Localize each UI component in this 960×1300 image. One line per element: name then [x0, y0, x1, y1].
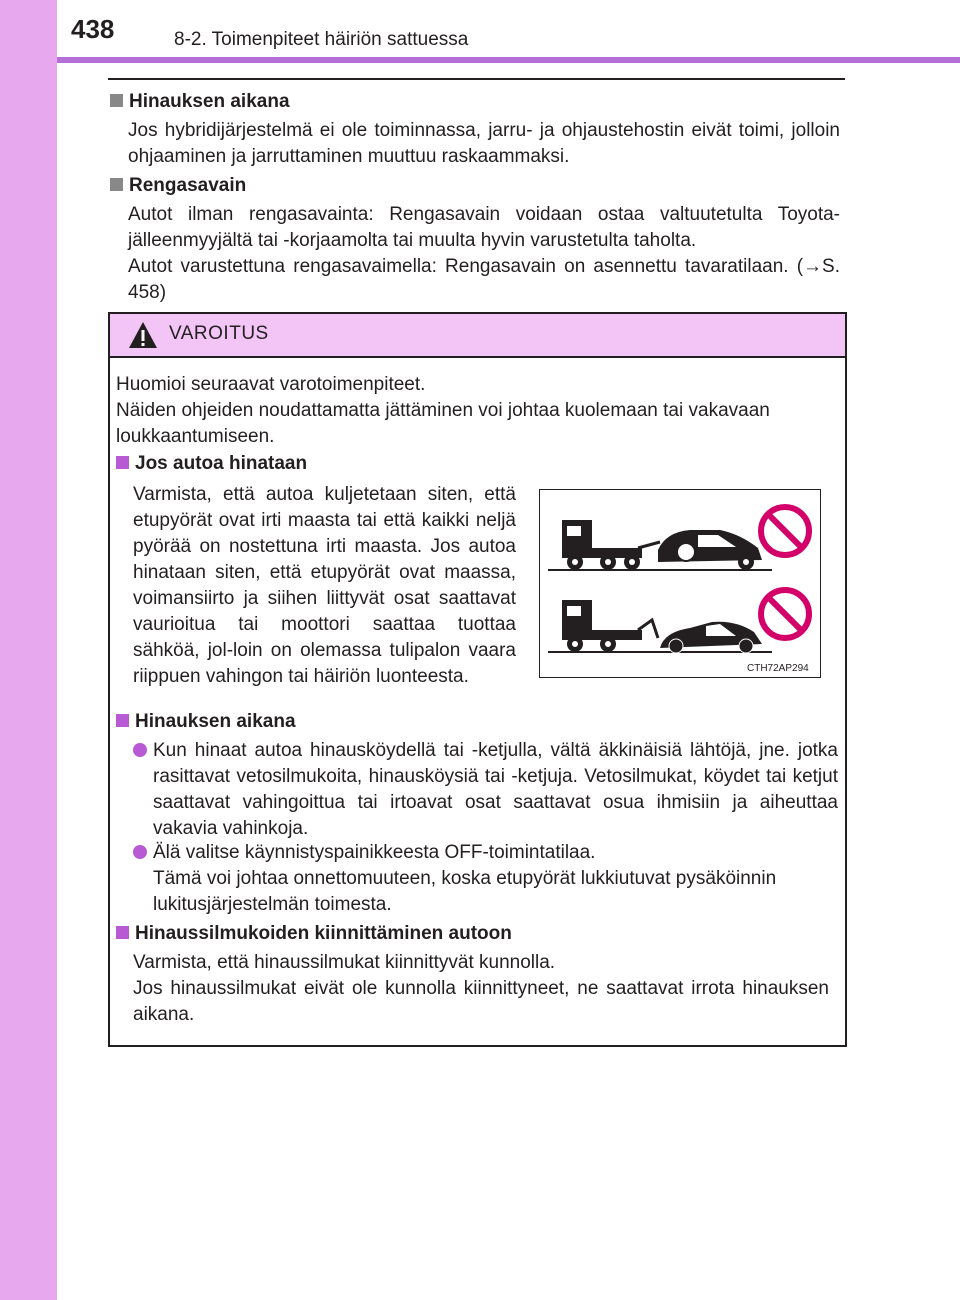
- wrench-paragraph: [128, 202, 840, 306]
- sub-heading-if-towed: [116, 452, 307, 476]
- paragraph-text: Älä valitse käynnistyspainikkeesta OFF-toimintatilaa.: [153, 842, 596, 863]
- heading-text: Jos autoa hinataan: [135, 453, 308, 474]
- section-title: 8-2. Toimenpiteet häiriön sattuessa: [174, 29, 469, 50]
- page-number: 438: [71, 14, 115, 44]
- tow-truck-diagram-icon: [540, 490, 820, 677]
- paragraph-text: Jos hybridijärjestelmä ei ole toiminnassa, jarru- ja ohjaustehostin eivät toimi, jolloin ohjaaminen ja jarruttaminen muuttuu raskaammaksi.: [128, 120, 840, 167]
- bullet-item-off-mode: [133, 840, 838, 918]
- round-bullet-icon: [133, 743, 147, 757]
- paragraph-text: Autot ilman rengasavainta: Rengasavain voidaan ostaa valtuutetulta Toyota-jälleenmyyjältä tai -korjaamolta tai muulta hyvin varustetulta taholta.: [128, 204, 840, 251]
- paragraph-text: Jos hinaussilmukat eivät ole kunnolla kiinnittyneet, ne saattavat irrota hinauksen aikana.: [133, 978, 829, 1025]
- header-rule: [57, 57, 960, 63]
- paragraph-text: Varmista, että hinaussilmukat kiinnittyvät kunnolla.: [133, 952, 556, 973]
- bullet-text-block: [153, 840, 838, 918]
- heading-text: Hinauksen aikana: [135, 711, 296, 732]
- paragraph-text: Huomioi seuraavat varotoimenpiteet.: [116, 374, 426, 395]
- bullet-item-sudden-starts: [133, 738, 838, 842]
- side-tab-strip: [0, 0, 57, 1300]
- attaching-eyelets-paragraph: [133, 950, 829, 1028]
- square-bullet-icon: [116, 714, 129, 727]
- towing-paragraph: [128, 118, 840, 170]
- if-towed-paragraph: [133, 482, 516, 690]
- illustration-code: CTH72AP294: [747, 663, 809, 674]
- paragraph-text: Autot varustettuna rengasavaimella: Rengasavain on asennettu tavaratilaan. (→S. 458): [128, 256, 840, 303]
- sub-heading-during-towing: [116, 710, 296, 734]
- paragraph-text: Tämä voi johtaa onnettomuuteen, koska etupyörät lukkiutuvat pysäköinnin lukitusjärjestelmän toimesta.: [153, 868, 777, 915]
- warning-title: VAROITUS: [169, 323, 269, 344]
- square-bullet-icon: [116, 456, 129, 469]
- square-bullet-icon: [110, 178, 123, 191]
- towing-illustration: [539, 489, 821, 678]
- section-heading-wrench: [110, 174, 246, 198]
- content-top-rule: [108, 78, 845, 80]
- warning-header: [110, 314, 845, 358]
- paragraph-text: Kun hinaat autoa hinausköydellä tai -ketjulla, vältä äkkinäisiä lähtöjä, jne. jotka rasittavat vetosilmukoita, hinausköysiä tai -ketjuja. Vetosilmukat, köydet tai ketjut saattavat vahingoittua tai irtoavat osat saattavat osua ihmisiin ja aiheuttaa vakavia vahinkoja.: [153, 740, 838, 839]
- section-heading-towing: [110, 90, 290, 114]
- heading-text: Hinaussilmukoiden kiinnittäminen autoon: [135, 923, 512, 944]
- warning-triangle-icon: [127, 320, 159, 350]
- heading-text: Hinauksen aikana: [129, 91, 290, 112]
- square-bullet-icon: [116, 926, 129, 939]
- sub-heading-attaching-eyelets: [116, 922, 512, 946]
- paragraph-text: Varmista, että autoa kuljetetaan siten, että etupyörät ovat irti maasta tai että kaikki neljä pyörää on nostettuna irti maasta. Jos autoa hinataan siten, että etupyörät ovat maassa, voimansiirto ja siihen liittyvät osat saattavat vaurioitua tai moottori saattaa tuottaa sähköä, jol-loin on olemassa tulipalon vaara riippuen vahingon tai häiriön luonteesta.: [133, 484, 516, 687]
- square-bullet-icon: [110, 94, 123, 107]
- bullet-text-block: [153, 738, 838, 842]
- heading-text: Rengasavain: [129, 175, 247, 196]
- warning-intro: [116, 372, 836, 450]
- paragraph-text: Näiden ohjeiden noudattamatta jättäminen voi johtaa kuolemaan tai vakavaan loukkaantumiseen.: [116, 400, 770, 447]
- round-bullet-icon: [133, 845, 147, 859]
